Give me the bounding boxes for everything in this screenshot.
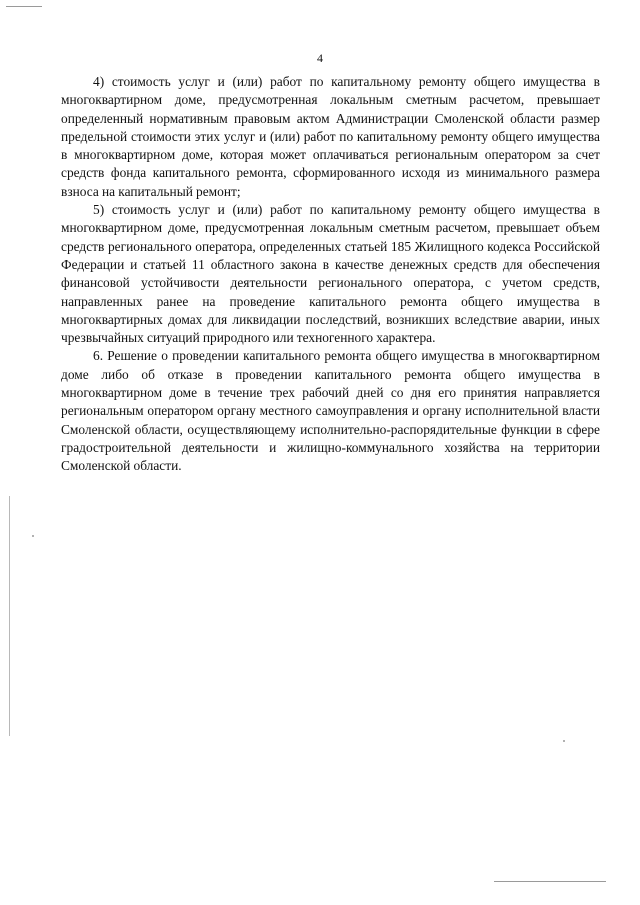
paragraph-item-5: 5) стоимость услуг и (или) работ по капитальному ремонту общего имущества в многоквартирном доме, предусмотренная локальным сметным расчетом, превышает объем средств регионального оператора, определенных статьей 185 Жилищного кодекса Российской Федерации и статьей 11 областного закона в качестве денежных средств для обеспечения финансовой устойчивости деятельности регионального оператора, с учетом средств, направленных ранее на проведение капитального ремонта общего имущества в многоквартирных домах для ликвидации последствий, возникших вследствие аварии, иных чрезвычайных ситуаций природного или техногенного характера. [61, 202, 600, 346]
scan-artifact-top [6, 6, 42, 7]
scan-artifact-left-edge [9, 496, 10, 736]
page-number: 4 [317, 51, 323, 65]
scan-artifact-bottom-line [494, 881, 606, 882]
scan-artifact-dot [563, 740, 565, 742]
paragraph-clause-6: 6. Решение о проведении капитального ремонта общего имущества в многоквартирном доме либо об отказе в проведении капитального ремонта общего имущества в многоквартирном доме в течение трех рабочий дней со дня его принятия направляется региональным оператором органу местного самоуправления и органу исполнительной власти Смоленской области, осуществляющему исполнительно-распорядительные функции в сфере градостроительной деятельности и жилищно-коммунального хозяйства на территории Смоленской области. [61, 348, 600, 474]
paragraph-item-4: 4) стоимость услуг и (или) работ по капитальному ремонту общего имущества в многоквартирном доме, предусмотренная локальным сметным расчетом, превышает определенный нормативным правовым актом Администрации Смоленской области размер предельной стоимости этих услуг и (или) работ по капитальному ремонту общего имущества в многоквартирном доме, которая может оплачиваться региональным оператором за счет средств фонда капитального ремонта, сформированного исходя из минимального размера взноса на капитальный ремонт; [61, 74, 600, 199]
document-body [61, 73, 600, 476]
scan-artifact-dot [32, 535, 34, 537]
